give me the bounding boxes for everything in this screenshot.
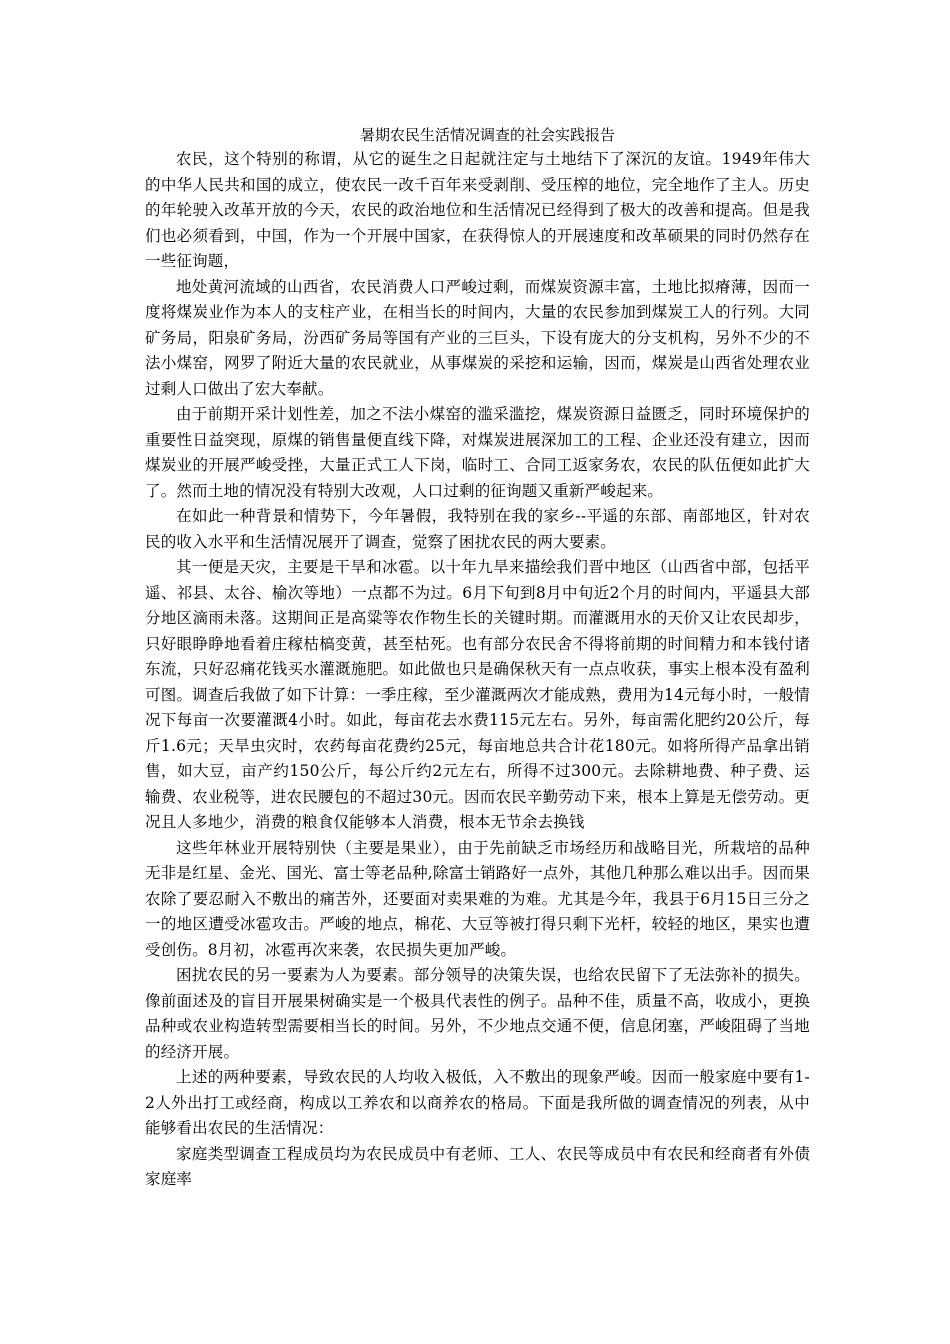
paragraph-fruit-industry: 这些年林业开展特别快（主要是果业），由于先前缺乏市场经历和战略目光，所栽培的品种无非是红星、金光、国光、富士等老品种,除富士销路好一点外，其他几种那么难以出手。因而果农除了要忍耐入不敷出的痛苦外，还要面对卖果难的为难。尤其是今年，我县于6月15日三分之一的地区遭受冰雹攻击。严峻的地点，棉花、大豆等被打得只剩下光杆，较轻的地区，果实也遭受创伤。8月初，冰雹再次来袭，农民损失更加严峻。	[145, 838, 810, 959]
paragraph-coal-decline: 由于前期开采计划性差，加之不法小煤窑的滥采滥挖，煤炭资源日益匮乏，同时环境保护的重要性日益突现，原煤的销售量便直线下降，对煤炭进展深加工的工程、企业还没有建立，因而煤炭业的开展严峻受挫，大量正式工人下岗，临时工、合同工返家务农，农民的队伍便如此扩大了。然而土地的情况没有特别大改观，人口过剩的征询题又重新严峻起来。	[145, 405, 810, 500]
paragraph-income-summary: 上述的两种要素，导致农民的人均收入极低，入不敷出的现象严峻。因而一般家庭中要有1-2人外出打工或经商，构成以工养农和以商养农的格局。下面是我所做的调查情况的列表，从中能够看出农民的生活情况：	[145, 1068, 810, 1137]
paragraph-survey-background: 在如此一种背景和情势下，今年暑假，我特别在我的家乡--平遥的东部、南部地区，针对农民的收入水平和生活情况展开了调查，觉察了困扰农民的两大要素。	[145, 507, 810, 551]
document-page	[145, 124, 810, 1193]
paragraph-human-factors: 困扰农民的另一要素为人为要素。部分领导的决策失误，也给农民留下了无法弥补的损失。像前面述及的盲目开展果树确实是一个极具代表性的例子。品种不佳，质量不高，收成小，更换品种或农业构造转型需要相当长的时间。另外，不少地点交通不便，信息闭塞，严峻阻碍了当地的经济开展。	[145, 966, 810, 1061]
document-title: 暑期农民生活情况调查的社会实践报告	[359, 126, 615, 144]
paragraph-intro: 农民，这个特别的称谓，从它的诞生之日起就注定与土地结下了深沉的友谊。1949年伟大的中华人民共和国的成立，使农民一改千百年来受剥削、受压榨的地位，完全地作了主人。历史的年轮驶入改革开放的今天，农民的政治地位和生活情况已经得到了极大的改善和提高。但是我们也必须看到，中国，作为一个开展中国家，在获得惊人的开展速度和改革硕果的同时仍然存在一些征询题，	[145, 150, 810, 270]
paragraph-survey-table-header: 家庭类型调查工程成员均为农民成员中有老师、工人、农民等成员中有农民和经商者有外债家庭率	[145, 1144, 810, 1188]
paragraph-shanxi-coal: 地处黄河流域的山西省，农民消费人口严峻过剩，而煤炭资源丰富，土地比拟瘠薄，因而一度将煤炭业作为本人的支柱产业，在相当长的时间内，大量的农民参加到煤炭工人的行列。大同矿务局，阳泉矿务局，汾西矿务局等国有产业的三巨头，下设有庞大的分支机构，另外不少的不法小煤窑，网罗了附近大量的农民就业，从事煤炭的采挖和运输，因而，煤炭是山西省处理农业过剩人口做出了宏大奉献。	[145, 277, 810, 398]
paragraph-natural-disaster: 其一便是天灾，主要是干旱和冰雹。以十年九旱来描绘我们晋中地区（山西省中部，包括平遥、祁县、太谷、榆次等地）一点都不为过。6月下旬到8月中旬近2个月的时间内，平遥县大部分地区滴雨未落。这期间正是高粱等农作物生长的关键时期。而灌溉用水的天价又让农民却步，只好眼睁睁地看着庄稼枯槁变黄，甚至枯死。也有部分农民舍不得将前期的时间精力和本钱付诸东流，只好忍痛花钱买水灌溉施肥。如此做也只是确保秋天有一点点收获，事实上根本没有盈利可图。调查后我做了如下计算：一季庄稼，至少灌溉两次才能成熟，费用为14元每小时，一般情况下每亩一次要灌溉4小时。如此，每亩花去水费115元左右。另外，每亩需化肥约20公斤，每斤1.6元；天旱虫灾时，农药每亩花费约25元，每亩地总共合计花180元。如将所得产品拿出销售，如大豆，亩产约150公斤，每公斤约2元左右，所得不过300元。去除耕地费、种子费、运输费、农业税等，进农民腰包的不超过30元。因而农民辛勤劳动下来，根本上算是无偿劳动。更况且人多地少，消费的粮食仅能够本人消费，根本无节余去换钱	[145, 558, 810, 831]
